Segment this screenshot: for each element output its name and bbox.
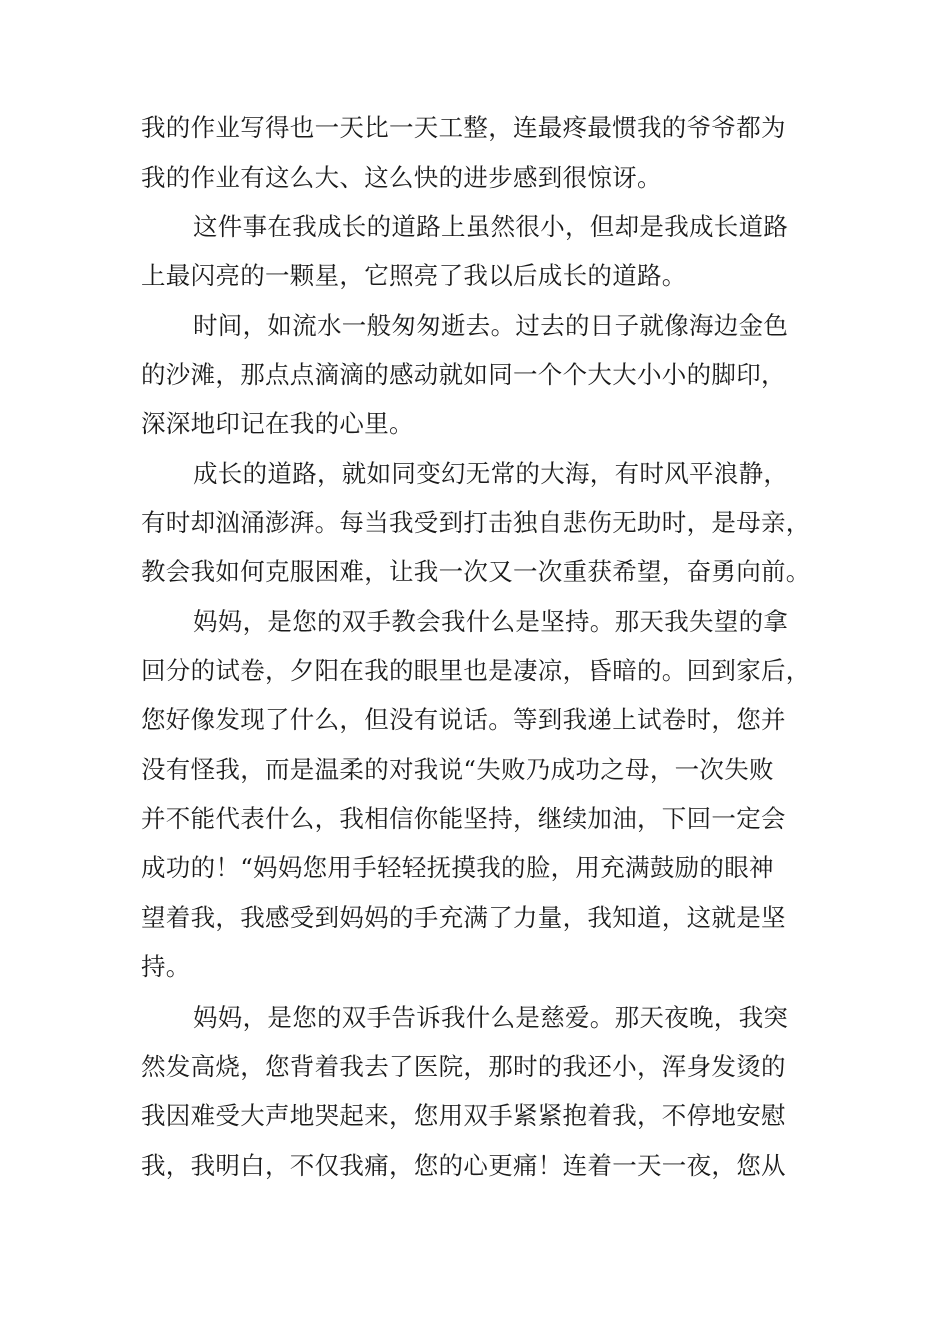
text-line: 您好像发现了什么，但没有说话。等到我递上试卷时，您并 bbox=[141, 705, 786, 734]
text-line: 回分的试卷，夕阳在我的眼里也是凄凉，昏暗的。回到家后， bbox=[141, 656, 811, 685]
text-line: 没有怪我，而是温柔的对我说“失败乃成功之母，一次失败 bbox=[141, 755, 774, 784]
text-line: 我，我明白，不仅我痛，您的心更痛！连着一天一夜，您从 bbox=[141, 1151, 786, 1180]
text-line: 我因难受大声地哭起来，您用双手紧紧抱着我，不停地安慰 bbox=[141, 1101, 786, 1130]
text-line: 然发高烧，您背着我去了医院，那时的我还小，浑身发烫的 bbox=[141, 1052, 786, 1081]
text-line: 教会我如何克服困难，让我一次又一次重获希望，奋勇向前。 bbox=[141, 557, 811, 586]
text-line: 有时却汹涌澎湃。每当我受到打击独自悲伤无助时，是母亲， bbox=[141, 508, 811, 537]
text-line: 我的作业写得也一天比一天工整，连最疼最惯我的爷爷都为 bbox=[141, 113, 786, 142]
text-line: 并不能代表什么，我相信你能坚持，继续加油，下回一定会 bbox=[141, 804, 786, 833]
paragraph-start: 这件事在我成长的道路上虽然很小，但却是我成长道路 bbox=[193, 212, 789, 241]
text-line: 成功的！“妈妈您用手轻轻抚摸我的脸，用充满鼓励的眼神 bbox=[141, 853, 774, 882]
text-line: 的沙滩，那点点滴滴的感动就如同一个个大大小小的脚印， bbox=[141, 360, 786, 389]
paragraph-start: 妈妈，是您的双手告诉我什么是慈爱。那天夜晚，我突 bbox=[193, 1003, 789, 1032]
paragraph-start: 妈妈，是您的双手教会我什么是坚持。那天我失望的拿 bbox=[193, 607, 789, 636]
text-line: 深深地印记在我的心里。 bbox=[141, 409, 414, 438]
text-line: 持。 bbox=[141, 952, 191, 981]
text-line: 望着我，我感受到妈妈的手充满了力量，我知道，这就是坚 bbox=[141, 903, 786, 932]
paragraph-start: 时间，如流水一般匆匆逝去。过去的日子就像海边金色 bbox=[193, 311, 789, 340]
paragraph-start: 成长的道路，就如同变幻无常的大海，有时风平浪静， bbox=[193, 459, 789, 488]
text-line: 我的作业有这么大、这么快的进步感到很惊讶。 bbox=[141, 163, 662, 192]
text-line: 上最闪亮的一颗星，它照亮了我以后成长的道路。 bbox=[141, 261, 687, 290]
